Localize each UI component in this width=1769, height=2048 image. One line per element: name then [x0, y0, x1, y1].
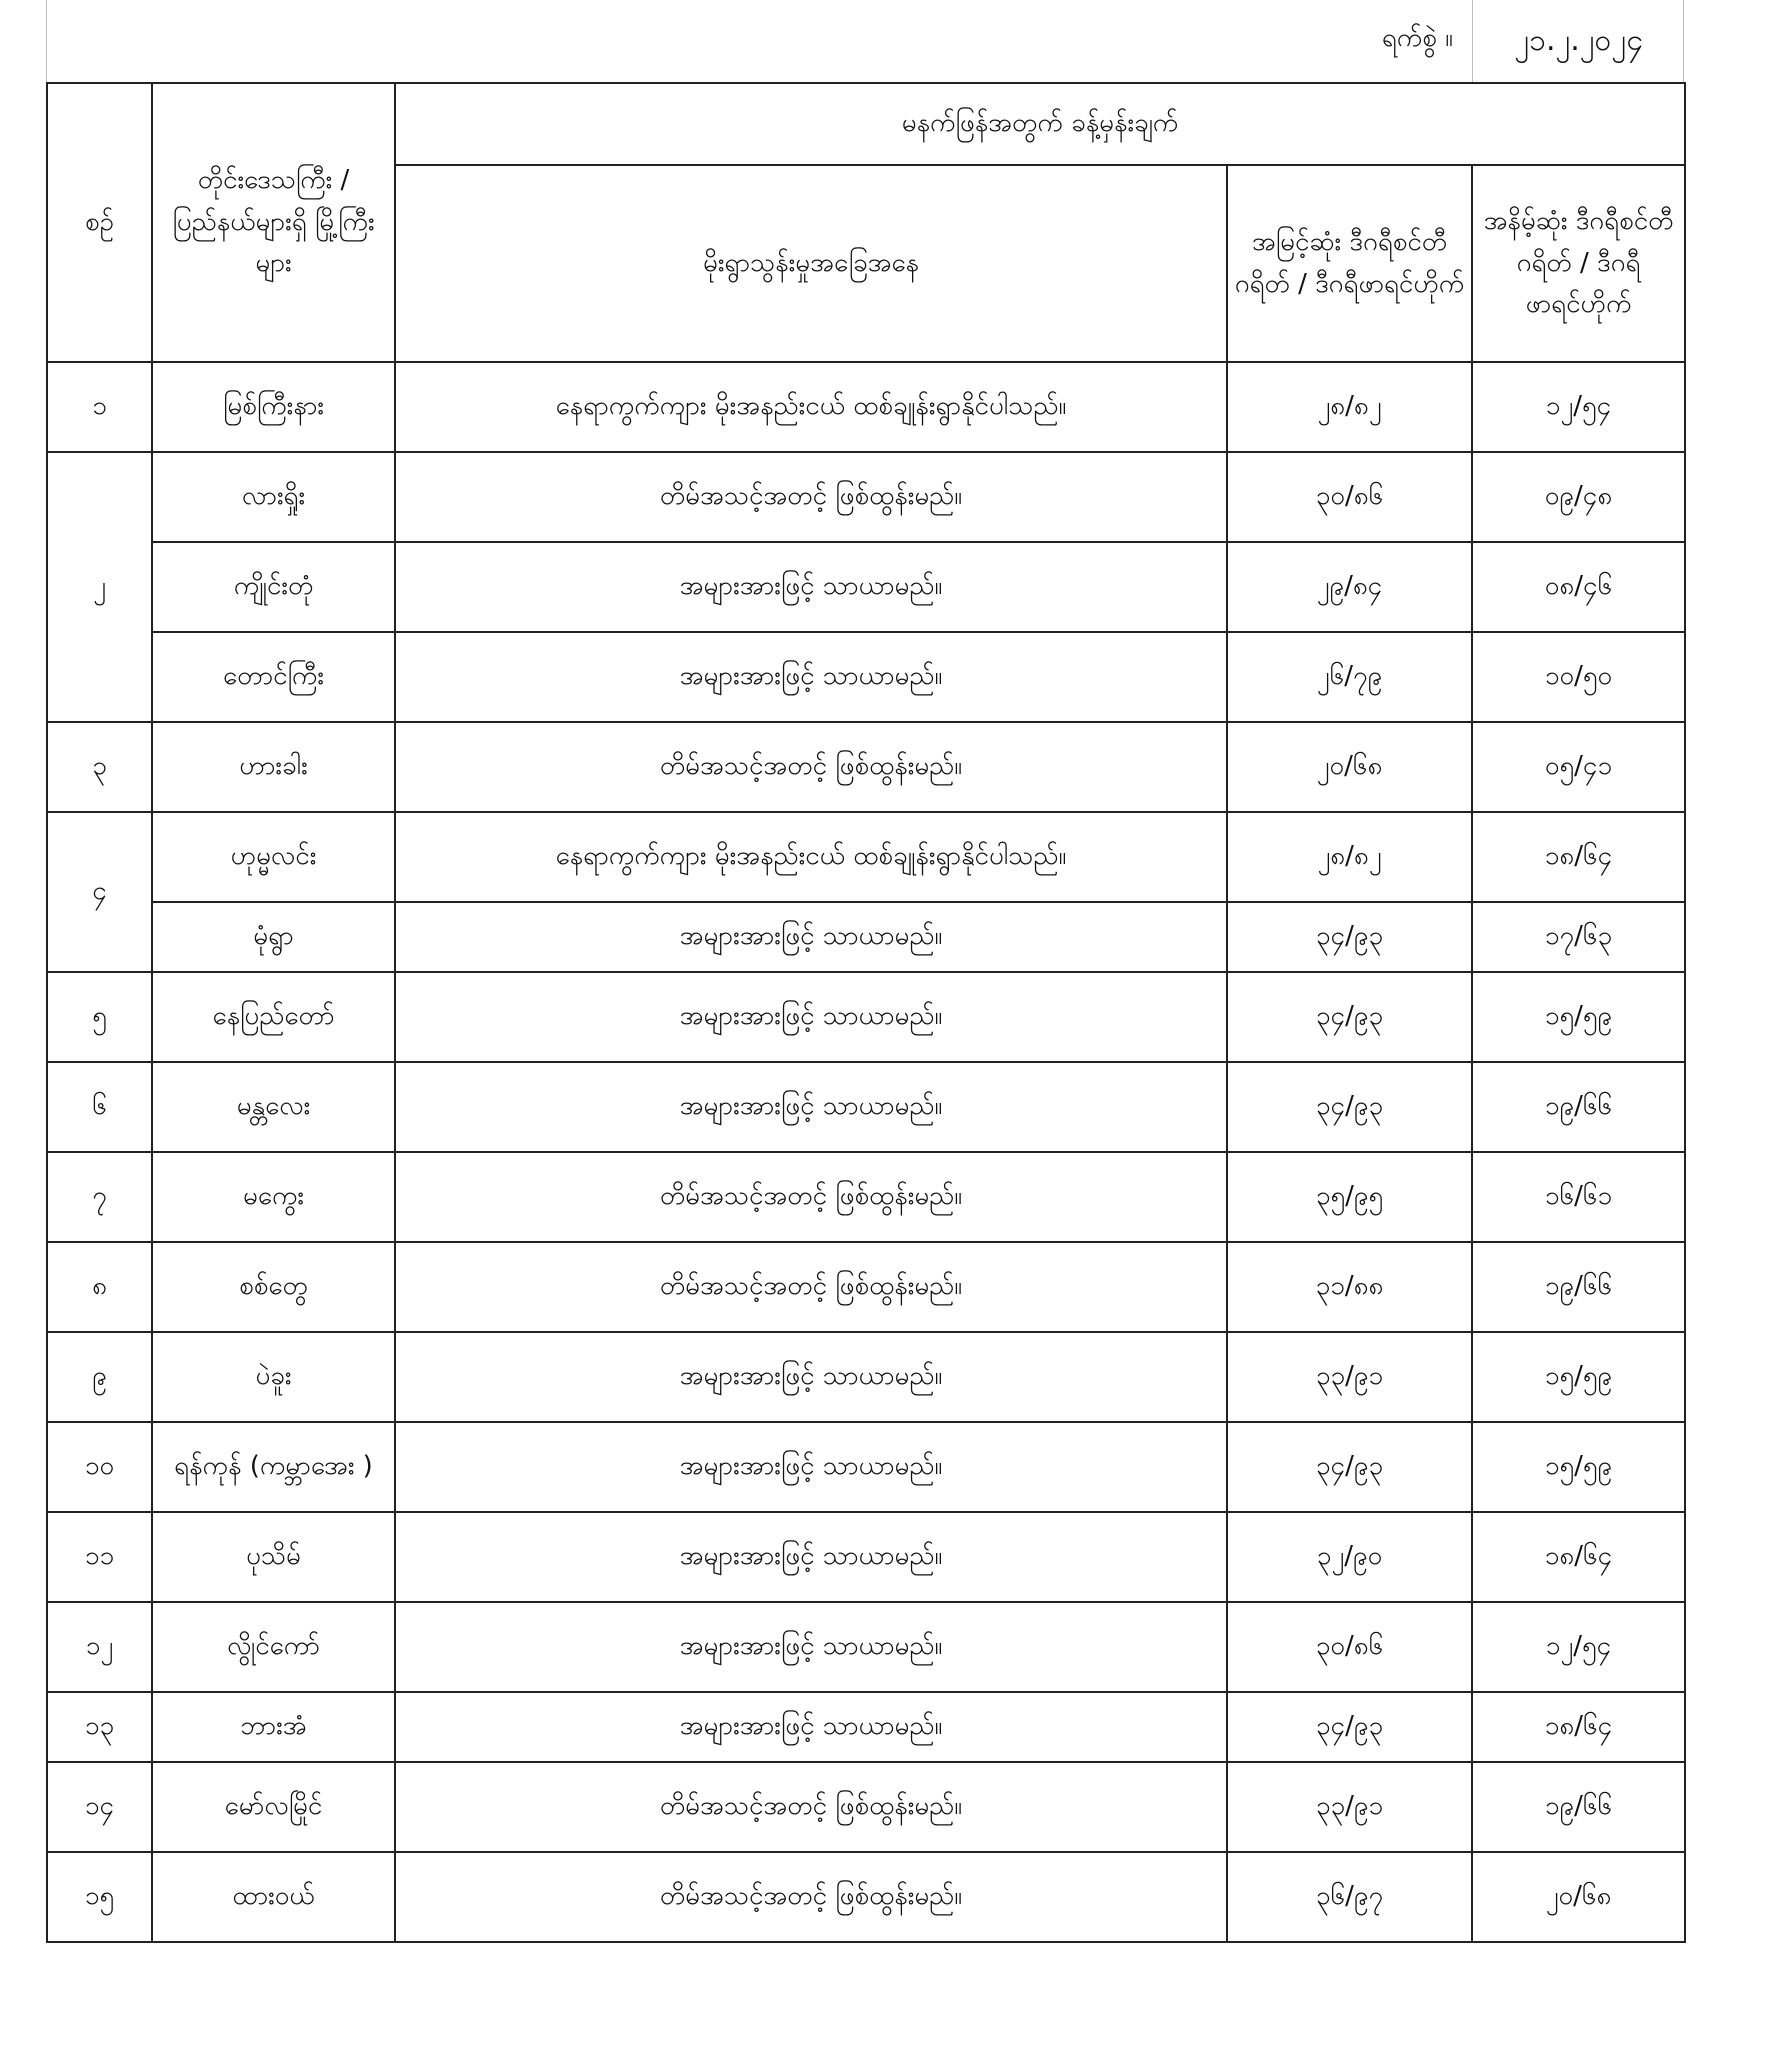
- forecast-group-header: မနက်ဖြန်အတွက် ခန့်မှန်းချက်: [395, 83, 1685, 165]
- city-cell: ပဲခူး: [152, 1332, 395, 1422]
- max-temp-cell: ၃၄/၉၃: [1227, 1062, 1472, 1152]
- table-row: [47, 1692, 1685, 1762]
- serial-cell: ၇: [47, 1152, 152, 1242]
- min-temp-cell: ၁၂/၅၄: [1472, 362, 1685, 452]
- min-temp-cell: ၁၂/၅၄: [1472, 1602, 1685, 1692]
- date-row: [46, 0, 1684, 82]
- table-row: [47, 452, 1685, 542]
- min-temp-cell: ၁၉/၆၆: [1472, 1242, 1685, 1332]
- city-cell: မော်လမြိုင်: [152, 1762, 395, 1852]
- table-row: [47, 1152, 1685, 1242]
- serial-cell: ၁၅: [47, 1852, 152, 1942]
- max-temp-cell: ၃၄/၉၃: [1227, 1422, 1472, 1512]
- city-cell: မန္တလေး: [152, 1062, 395, 1152]
- serial-cell: ၁၀: [47, 1422, 152, 1512]
- min-temp-cell: ၀၉/၄၈: [1472, 452, 1685, 542]
- min-temp-cell: ၁၆/၆၁: [1472, 1152, 1685, 1242]
- serial-cell: ၄: [47, 812, 152, 972]
- serial-cell: ၁၄: [47, 1762, 152, 1852]
- city-cell: တောင်ကြီး: [152, 632, 395, 722]
- weather-cell: အများအားဖြင့် သာယာမည်။: [395, 1332, 1227, 1422]
- weather-cell: အများအားဖြင့် သာယာမည်။: [395, 1602, 1227, 1692]
- serial-cell: ၁၃: [47, 1692, 152, 1762]
- max-temp-cell: ၃၂/၉၀: [1227, 1512, 1472, 1602]
- serial-cell: ၁: [47, 362, 152, 452]
- max-temp-cell: ၂၉/၈၄: [1227, 542, 1472, 632]
- city-cell: စစ်တွေ: [152, 1242, 395, 1332]
- table-row: [47, 1602, 1685, 1692]
- weather-cell: အများအားဖြင့် သာယာမည်။: [395, 902, 1227, 972]
- min-temp-cell: ၁၉/၆၆: [1472, 1762, 1685, 1852]
- min-temp-header: အနိမ့်ဆုံး ဒီဂရီစင်တီဂရိတ် / ဒီဂရီဖာရင်ဟိုက်: [1472, 165, 1685, 362]
- max-temp-cell: ၂၀/၆၈: [1227, 722, 1472, 812]
- min-temp-cell: ၁၇/၆၃: [1472, 902, 1685, 972]
- table-row: [47, 722, 1685, 812]
- max-temp-header: အမြင့်ဆုံး ဒီဂရီစင်တီဂရိတ် / ဒီဂရီဖာရင်ဟိုက်: [1227, 165, 1472, 362]
- weather-header: မိုးရွာသွန်းမှုအခြေအနေ: [395, 165, 1227, 362]
- city-header: တိုင်းဒေသကြီး / ပြည်နယ်များရှိ မြို့ကြီးများ: [152, 83, 395, 362]
- serial-header: စဉ်: [47, 83, 152, 362]
- serial-cell: ၉: [47, 1332, 152, 1422]
- table-row: [47, 1332, 1685, 1422]
- serial-cell: ၂: [47, 452, 152, 722]
- max-temp-cell: ၃၄/၉၃: [1227, 1692, 1472, 1762]
- weather-cell: တိမ်အသင့်အတင့် ဖြစ်ထွန်းမည်။: [395, 1152, 1227, 1242]
- min-temp-cell: ၂၀/၆၈: [1472, 1852, 1685, 1942]
- city-cell: ထားဝယ်: [152, 1852, 395, 1942]
- table-row: [47, 1852, 1685, 1942]
- city-cell: ကျိုင်းတုံ: [152, 542, 395, 632]
- city-cell: နေပြည်တော်: [152, 972, 395, 1062]
- weather-cell: နေရာကွက်ကျား မိုးအနည်းငယ် ထစ်ချုန်းရွာနိုင်ပါသည်။: [395, 812, 1227, 902]
- weather-cell: နေရာကွက်ကျား မိုးအနည်းငယ် ထစ်ချုန်းရွာနိုင်ပါသည်။: [395, 362, 1227, 452]
- min-temp-cell: ၁၈/၆၄: [1472, 812, 1685, 902]
- table-row: [47, 1422, 1685, 1512]
- city-cell: ဟုမ္မလင်း: [152, 812, 395, 902]
- weather-cell: အများအားဖြင့် သာယာမည်။: [395, 1422, 1227, 1512]
- city-cell: လွိုင်ကော်: [152, 1602, 395, 1692]
- serial-cell: ၃: [47, 722, 152, 812]
- min-temp-cell: ၁၅/၅၉: [1472, 1332, 1685, 1422]
- min-temp-cell: ၁၅/၅၉: [1472, 1422, 1685, 1512]
- weather-cell: အများအားဖြင့် သာယာမည်။: [395, 542, 1227, 632]
- city-cell: ဘားအံ: [152, 1692, 395, 1762]
- date-separator: [1472, 0, 1473, 82]
- weather-cell: အများအားဖြင့် သာယာမည်။: [395, 1692, 1227, 1762]
- weather-cell: တိမ်အသင့်အတင့် ဖြစ်ထွန်းမည်။: [395, 1852, 1227, 1942]
- table-row: [47, 1242, 1685, 1332]
- min-temp-cell: ၁၀/၅၀: [1472, 632, 1685, 722]
- max-temp-cell: ၃၄/၉၃: [1227, 972, 1472, 1062]
- weather-cell: အများအားဖြင့် သာယာမည်။: [395, 632, 1227, 722]
- min-temp-cell: ၀၅/၄၁: [1472, 722, 1685, 812]
- min-temp-cell: ၀၈/၄၆: [1472, 542, 1685, 632]
- serial-cell: ၈: [47, 1242, 152, 1332]
- date-label: ရက်စွဲ ။: [1381, 23, 1453, 53]
- serial-cell: ၅: [47, 972, 152, 1062]
- header-row-1: [47, 83, 1685, 165]
- max-temp-cell: ၃၃/၉၁: [1227, 1762, 1472, 1852]
- table-row: [47, 1512, 1685, 1602]
- min-temp-cell: ၁၈/၆၄: [1472, 1692, 1685, 1762]
- max-temp-cell: ၂၈/၈၂: [1227, 812, 1472, 902]
- serial-cell: ၆: [47, 1062, 152, 1152]
- city-cell: ဟားခါး: [152, 722, 395, 812]
- max-temp-cell: ၂၆/၇၉: [1227, 632, 1472, 722]
- table-row: [47, 902, 1685, 972]
- max-temp-cell: ၃၄/၉၃: [1227, 902, 1472, 972]
- weather-cell: တိမ်အသင့်အတင့် ဖြစ်ထွန်းမည်။: [395, 1242, 1227, 1332]
- min-temp-cell: ၁၈/၆၄: [1472, 1512, 1685, 1602]
- serial-cell: ၁၁: [47, 1512, 152, 1602]
- table-row: [47, 362, 1685, 452]
- city-cell: မြစ်ကြီးနား: [152, 362, 395, 452]
- max-temp-cell: ၃၅/၉၅: [1227, 1152, 1472, 1242]
- city-cell: လားရှိုး: [152, 452, 395, 542]
- city-cell: မုံရွာ: [152, 902, 395, 972]
- weather-cell: အများအားဖြင့် သာယာမည်။: [395, 1512, 1227, 1602]
- city-cell: ပုသိမ်: [152, 1512, 395, 1602]
- table-row: [47, 1062, 1685, 1152]
- weather-cell: တိမ်အသင့်အတင့် ဖြစ်ထွန်းမည်။: [395, 1762, 1227, 1852]
- max-temp-cell: ၃၁/၈၈: [1227, 1242, 1472, 1332]
- table-row: [47, 972, 1685, 1062]
- max-temp-cell: ၃၃/၉၁: [1227, 1332, 1472, 1422]
- table-row: [47, 542, 1685, 632]
- min-temp-cell: ၁၅/၅၉: [1472, 972, 1685, 1062]
- forecast-table: [46, 82, 1686, 1943]
- max-temp-cell: ၂၈/၈၂: [1227, 362, 1472, 452]
- weather-cell: အများအားဖြင့် သာယာမည်။: [395, 972, 1227, 1062]
- max-temp-cell: ၃၀/၈၆: [1227, 452, 1472, 542]
- date-value: ၂၁.၂.၂၀၂၄: [1514, 23, 1643, 58]
- table-row: [47, 1762, 1685, 1852]
- max-temp-cell: ၃၆/၉၇: [1227, 1852, 1472, 1942]
- max-temp-cell: ၃၀/၈၆: [1227, 1602, 1472, 1692]
- weather-cell: တိမ်အသင့်အတင့် ဖြစ်ထွန်းမည်။: [395, 722, 1227, 812]
- city-cell: မကွေး: [152, 1152, 395, 1242]
- city-cell: ရန်ကုန် (ကမ္ဘာအေး ): [152, 1422, 395, 1512]
- table-row: [47, 632, 1685, 722]
- min-temp-cell: ၁၉/၆၆: [1472, 1062, 1685, 1152]
- weather-cell: အများအားဖြင့် သာယာမည်။: [395, 1062, 1227, 1152]
- weather-cell: တိမ်အသင့်အတင့် ဖြစ်ထွန်းမည်။: [395, 452, 1227, 542]
- table-row: [47, 812, 1685, 902]
- serial-cell: ၁၂: [47, 1602, 152, 1692]
